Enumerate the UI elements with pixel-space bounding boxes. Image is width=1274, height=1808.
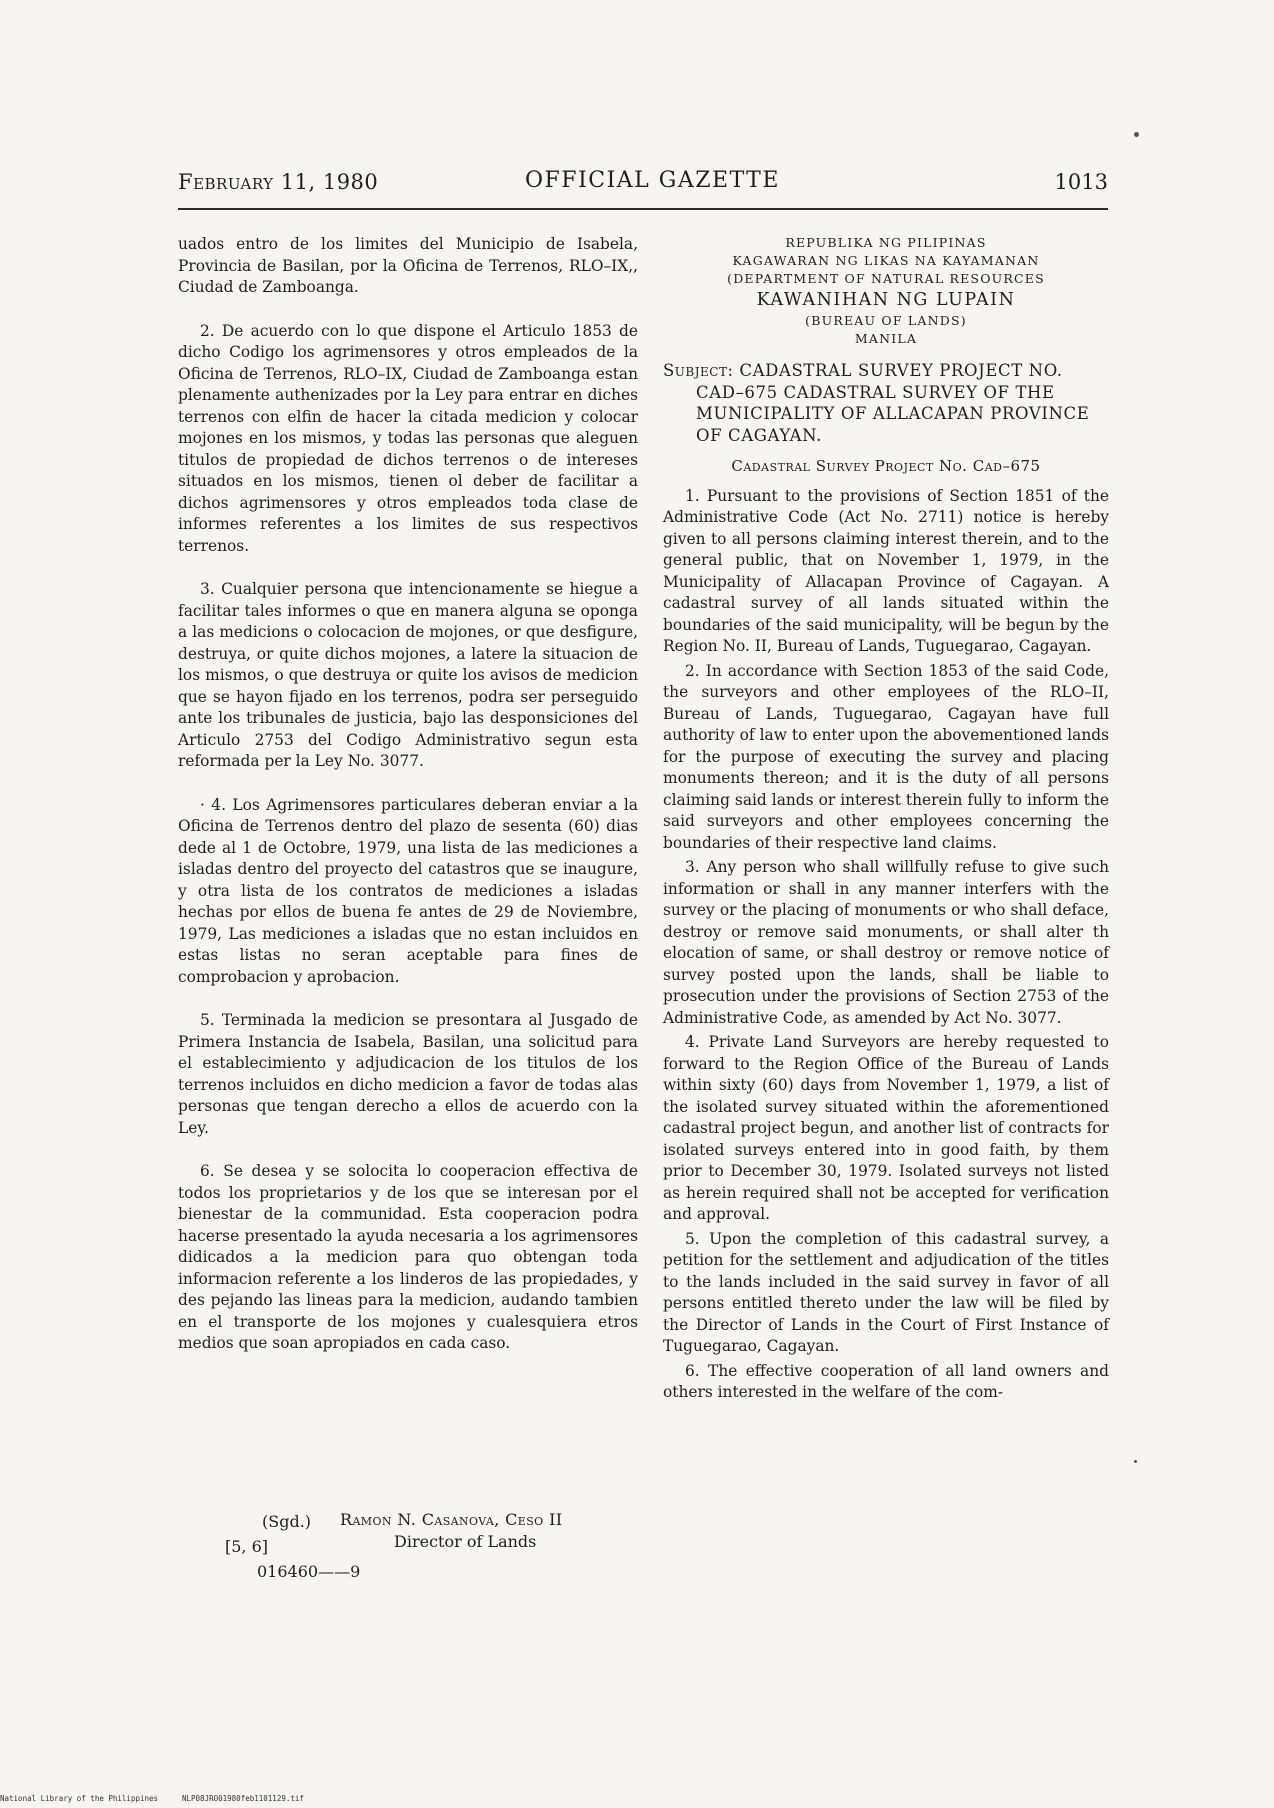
left-paragraph: 2. De acuerdo con lo que dispone el Articulo 1853 de dicho Codigo los agrimensores y otros empleados de la Oficina de Terrenos, RLO–IX, Ciudad de Zamboanga estan plenamente authenizades por la Ley para entrar en diches terrenos con elfin de hacer la citada medicion y colocar mojones en los mismos, y todas las personas que aleguen titulos de propiedad de dichos terrenos o de intereses situados en los mismos, tienen ol deber de facilitar a dichos agrimensores y otros empleados toda clase de informes referentes a los limites de sus respectivos terrenos. bbox=[178, 321, 638, 555]
signature-name: Ramon N. Casanova, Ceso II bbox=[340, 1510, 563, 1529]
agency-line-department-tagalog: KAGAWARAN NG LIKAS NA KAYAMANAN bbox=[732, 253, 1040, 268]
left-paragraph: 5. Terminada la medicion se presontara al Jusgado de Primera Instancia de Isabela, Basilan, una solicitud para el establecimiento y adjudicacion de los titulos de los terrenos incluidos en dicho medicion a favor de todas alas personas que tengan derecho a ellos de acuerdo con la Ley. bbox=[178, 1011, 638, 1137]
right-paragraph: 1. Pursuant to the provisions of Section 1851 of the Administrative Code (Act No. 2711) notice is hereby given to all persons claiming interest therein, and to the general public, that on November 1, 1979, in the Municipality of Allacapan Province of Cagayan. A cadastral survey of all lands situated within the boundaries of the said municipality, will be begun by the Region No. II, Bureau of Lands, Tuguegarao, Cagayan. bbox=[663, 486, 1109, 655]
page-header bbox=[178, 170, 1108, 200]
right-paragraph: 3. Any person who shall willfully refuse to give such information or shall in any manner interfers with the survey or the placing of monuments or who shall deface, destroy or remove said monuments, or shall alter th elocation of same, or shall destroy or remove notice of survey posted upon the lands, shall be liable to prosecution under the provisions of Section 2753 of the Administrative Code, as amended by Act No. 3077. bbox=[663, 858, 1109, 1027]
header-date: February 11, 1980 bbox=[178, 170, 379, 194]
agency-line-republic: REPUBLIKA NG PILIPINAS bbox=[785, 235, 987, 250]
document-number: 016460——9 bbox=[257, 1562, 361, 1581]
subject-block bbox=[663, 360, 1109, 446]
scan-footer bbox=[0, 1794, 700, 1803]
right-paragraph: 5. Upon the completion of this cadastral survey, a petition for the settlement and adjudication of the titles to the lands included in the said survey in favor of all persons entitled thereto under the law will be filed by the Director of Lands in the Court of First Instance of Tuguegarao, Cagayan. bbox=[663, 1229, 1109, 1355]
scan-speck bbox=[1134, 132, 1139, 137]
signature-ref: [5, 6] bbox=[225, 1537, 269, 1556]
right-paragraph: 2. In accordance with Section 1853 of the said Code, the surveyors and other employees of the RLO–II, Bureau of Lands, Tuguegarao, Cagayan have full authority of law to enter upon the abovementioned lands for the purpose of executing the survey and placing monuments thereon; and it is the duty of all persons claiming said lands or interest therein fully to inform the said surveyors and other employees concerning the boundaries of their respective land claims. bbox=[663, 661, 1109, 852]
signature-sgd: (Sgd.) bbox=[262, 1512, 312, 1531]
signature-title: Director of Lands bbox=[394, 1532, 537, 1551]
project-subheading: Cadastral Survey Project No. Cad–675 bbox=[731, 457, 1041, 475]
footer-file: NLP08JRO01980feb1101129.tif bbox=[182, 1794, 304, 1803]
agency-line-bureau-tagalog: KAWANIHAN NG LUPAIN bbox=[756, 290, 1016, 310]
agency-line-department: (DEPARTMENT OF NATURAL RESOURCES bbox=[727, 271, 1045, 286]
left-paragraph: uados entro de los limites del Municipio de Isabela, Provincia de Basilan, por la Oficina de Terrenos, RLO–IX,, Ciudad de Zamboanga. bbox=[178, 235, 638, 296]
header-title: OFFICIAL GAZETTE bbox=[525, 168, 780, 193]
subject-text: CADASTRAL SURVEY PROJECT NO. CAD–675 CADASTRAL SURVEY OF THE MUNICIPALITY OF ALLACAPAN PROVINCE OF CAGAYAN. bbox=[696, 361, 1090, 445]
footer-library: National Library of the Philippines bbox=[0, 1794, 159, 1803]
page-number: 1013 bbox=[1054, 170, 1108, 194]
scan-speck bbox=[1134, 1460, 1137, 1463]
right-paragraph: 6. The effective cooperation of all land owners and others interested in the welfare of the com- bbox=[663, 1361, 1109, 1401]
right-paragraph: 4. Private Land Surveyors are hereby requested to forward to the Region Office of the Bureau of Lands within sixty (60) days from November 1, 1979, a list of the isolated survey situated within the aforementioned cadastral project begun, and another list of contracts for isolated surveys entered into in good faith, by them prior to December 30, 1979. Isolated surveys not listed as herein required shall not be accepted for verification and approval. bbox=[663, 1033, 1109, 1223]
agency-line-bureau: (BUREAU OF LANDS) bbox=[805, 313, 967, 328]
right-column bbox=[663, 234, 1109, 1404]
left-paragraph: · 4. Los Agrimensores particulares deberan enviar a la Oficina de Terrenos dentro del plazo de sesenta (60) dias dede al 1 de Octobre, 1979, una lista de las mediciones a isladas dentro del proyecto del catastros que se inaugure, y otra lista de los contratos de mediciones a isladas hechas por ellos de buena fe antes de 29 de Noviembre, 1979, Las mediciones a isladas que no estan incluidos en estas listas no seran aceptable para fines de comprobacion y aprobacion. bbox=[178, 795, 638, 986]
left-paragraph: 6. Se desea y se solocita lo cooperacion effectiva de todos los proprietarios y de los que se interesan por el bienestar de la communidad. Esta cooperacion podra hacerse presentado la ayuda necesaria a los agrimensores didicados a la medicion para quo obtengan toda informacion referente a los linderos de las propiedades, y des pejando las lineas para la medicion, audando tambien en el transporte de los mojones y cualesquiera etros medios que soan apropiados en cada caso. bbox=[178, 1162, 638, 1352]
header-rule bbox=[178, 208, 1108, 210]
left-paragraph: 3. Cualquier persona que intencionamente se hiegue a facilitar tales informes o que en manera alguna se oponga a las medicions o colocacion de mojones, or que desfigure, destruya, or quite dichos mojones, a latere la situacion de los mismos, o que destruya or quite los avisos de medicion que se hayon fijado en los terrenos, podra ser perseguido ante los tribunales de justicia, bajo las desponsiciones del Articulo 2753 del Codigo Administrativo segun esta reformada per la Ley No. 3077. bbox=[178, 580, 638, 770]
subject-label: Subject: bbox=[663, 361, 734, 380]
left-column bbox=[178, 234, 638, 1355]
agency-line-city: MANILA bbox=[854, 331, 918, 346]
